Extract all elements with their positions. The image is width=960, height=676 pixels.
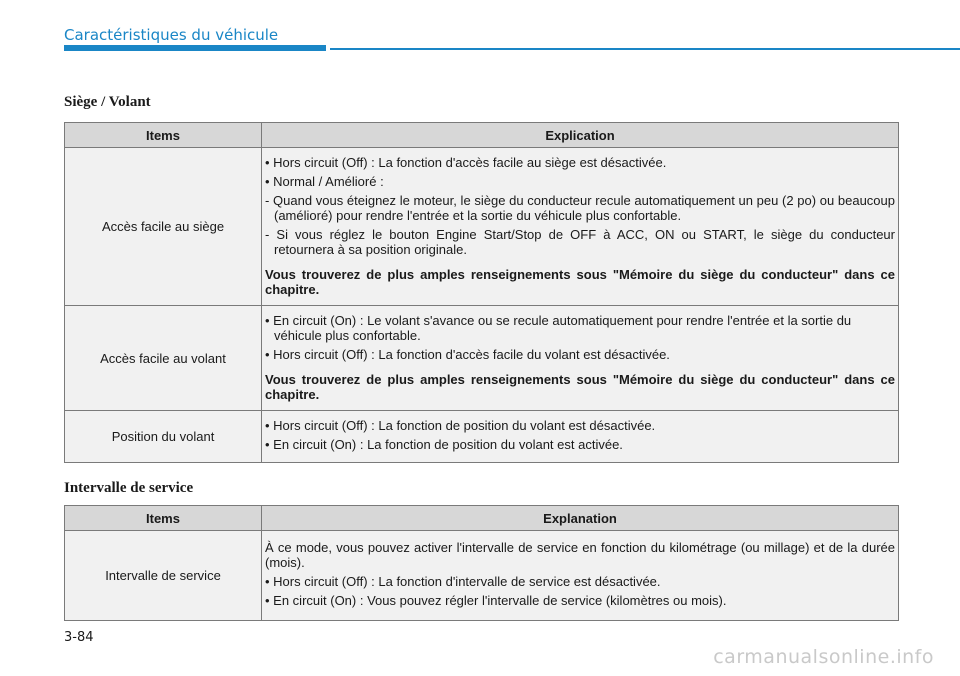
table-header-row (65, 506, 899, 531)
seat-wheel-table (64, 122, 899, 463)
reference-note: Vous trouverez de plus amples renseignements sous "Mémoire du siège du conducteur" dans ce chapitre. (265, 372, 895, 402)
explanation-line: • Normal / Amélioré : (265, 174, 384, 189)
explanation-line: • Hors circuit (Off) : La fonction de position du volant est désactivée. (265, 418, 656, 433)
item-label: Intervalle de service (65, 531, 262, 621)
table-row (65, 306, 899, 411)
table-row (65, 531, 899, 621)
section-heading-seat-wheel: Siège / Volant (64, 94, 151, 110)
column-header-items: Items (65, 506, 262, 531)
item-explanation (262, 531, 899, 621)
item-label: Accès facile au siège (65, 148, 262, 306)
item-label: Accès facile au volant (65, 306, 262, 411)
explanation-line: - Quand vous éteignez le moteur, le siège du conducteur recule automatiquement un peu (2 po) ou beaucoup (amélioré) pour rendre l'entrée et la sortie du véhicule plus confortable. (265, 193, 895, 223)
table-row (65, 148, 899, 306)
item-explanation (262, 148, 899, 306)
explanation-line: • Hors circuit (Off) : La fonction d'intervalle de service est désactivée. (265, 574, 661, 589)
explanation-line: À ce mode, vous pouvez activer l'intervalle de service en fonction du kilométrage (ou millage) et de la durée (mois). (265, 540, 895, 570)
watermark: carmanualsonline.info (713, 646, 934, 668)
table-header-row (65, 123, 899, 148)
item-explanation (262, 306, 899, 411)
explanation-line: - Si vous réglez le bouton Engine Start/Stop de OFF à ACC, ON ou START, le siège du conducteur retournera à sa position originale. (265, 227, 895, 257)
item-explanation (262, 411, 899, 463)
column-header-explanation: Explication (262, 123, 899, 148)
reference-note: Vous trouverez de plus amples renseignements sous "Mémoire du siège du conducteur" dans ce chapitre. (265, 267, 895, 297)
chapter-title: Caractéristiques du véhicule (64, 26, 279, 44)
item-label: Position du volant (65, 411, 262, 463)
column-header-explanation: Explanation (262, 506, 899, 531)
service-interval-table (64, 505, 899, 621)
explanation-line: • Hors circuit (Off) : La fonction d'accès facile du volant est désactivée. (265, 347, 670, 362)
column-header-items: Items (65, 123, 262, 148)
page-number: 3-84 (64, 630, 94, 645)
explanation-line: • Hors circuit (Off) : La fonction d'accès facile au siège est désactivée. (265, 155, 667, 170)
explanation-line: • En circuit (On) : Vous pouvez régler l'intervalle de service (kilomètres ou mois). (265, 593, 727, 608)
section-heading-service-interval: Intervalle de service (64, 480, 194, 496)
explanation-line: • En circuit (On) : Le volant s'avance ou se recule automatiquement pour rendre l'entrée et la sortie du véhicule plus confortable. (265, 313, 852, 343)
header-rule-accent (64, 45, 326, 51)
table-row (65, 411, 899, 463)
header-rule-line (330, 48, 960, 50)
explanation-line: • En circuit (On) : La fonction de position du volant est activée. (265, 437, 623, 452)
